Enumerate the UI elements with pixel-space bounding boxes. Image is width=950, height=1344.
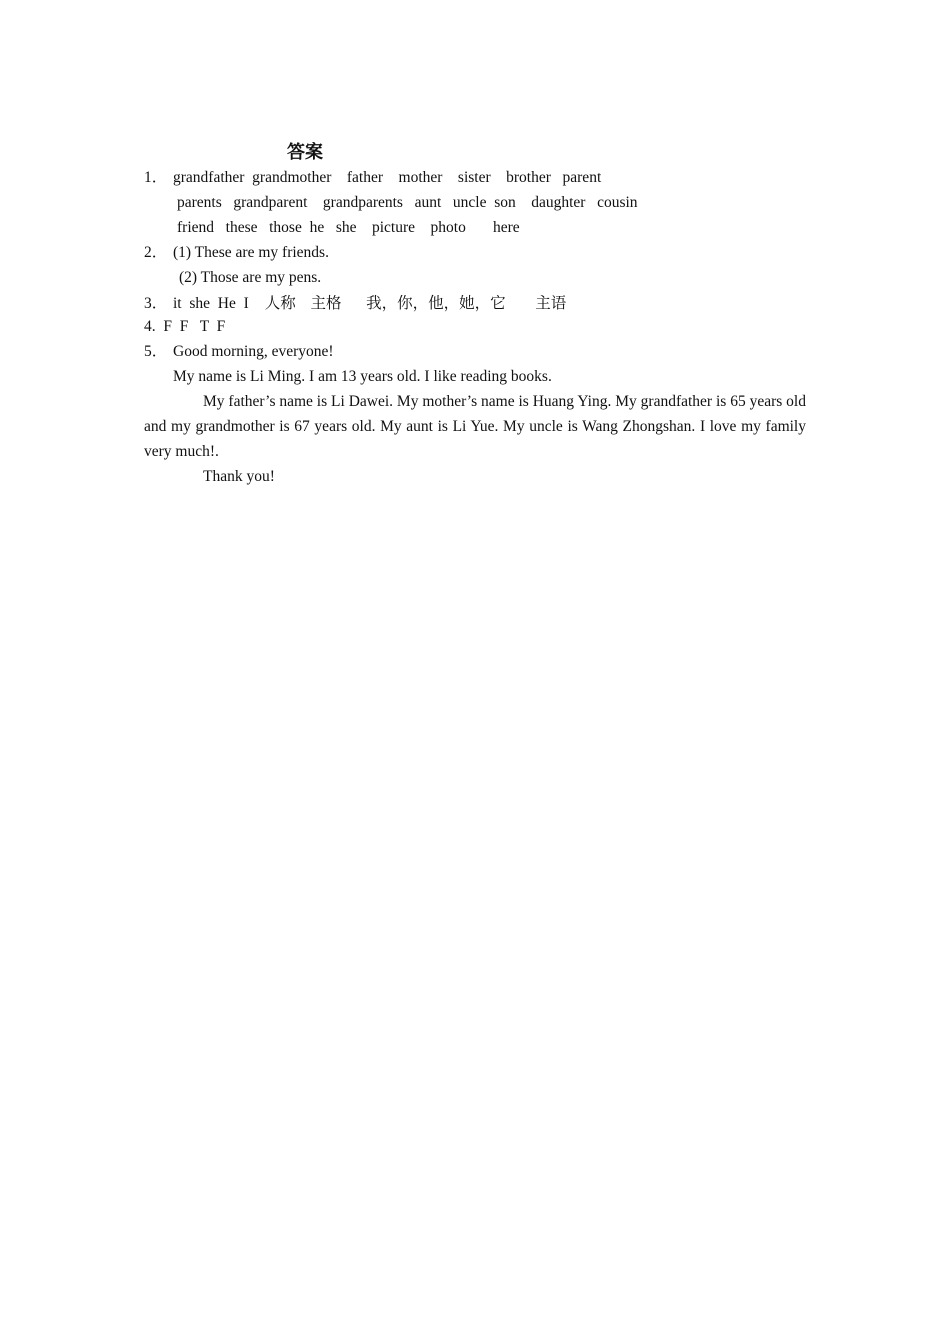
answer-1-line-3: friend these those he she picture photo here	[177, 219, 520, 236]
answer-5-closing: Thank you!	[203, 468, 275, 485]
answer-1-number: 1．	[144, 169, 168, 186]
answer-4: 4. F F T F	[144, 318, 226, 335]
answer-1-line-1: grandfather grandmother father mother sister brother parent	[173, 169, 602, 186]
answer-3-number: 3．	[144, 295, 168, 312]
answer-5-greeting: Good morning, everyone!	[173, 343, 334, 360]
answer-2-number: 2．	[144, 244, 168, 261]
answer-2-line-1: (1) These are my friends.	[173, 244, 329, 261]
answer-2-line-2: (2) Those are my pens.	[179, 269, 322, 286]
answer-5-paragraph: My father’s name is Li Dawei. My mother’s name is Huang Ying. My grandfather is 65 years old and my grandmother is 67 years old. My aunt is Li Yue. My uncle is Wang Zhongshan. I love my family very much!.	[144, 393, 806, 460]
answer-5-number: 5．	[144, 343, 168, 360]
answer-3	[144, 293, 566, 314]
answer-1-line-2: parents grandparent grandparents aunt uncle son daughter cousin	[177, 194, 638, 211]
answer-2	[144, 243, 329, 263]
answer-3-pronouns: it she He I	[173, 295, 249, 312]
answer-5-intro: My name is Li Ming. I am 13 years old. I like reading books.	[173, 368, 552, 385]
answer-3-cjk: 人称 主格 我，你，他，她，它 主语	[264, 294, 567, 312]
page-title: 答案	[287, 142, 323, 163]
answer-1	[144, 168, 601, 188]
answer-5	[144, 342, 334, 362]
